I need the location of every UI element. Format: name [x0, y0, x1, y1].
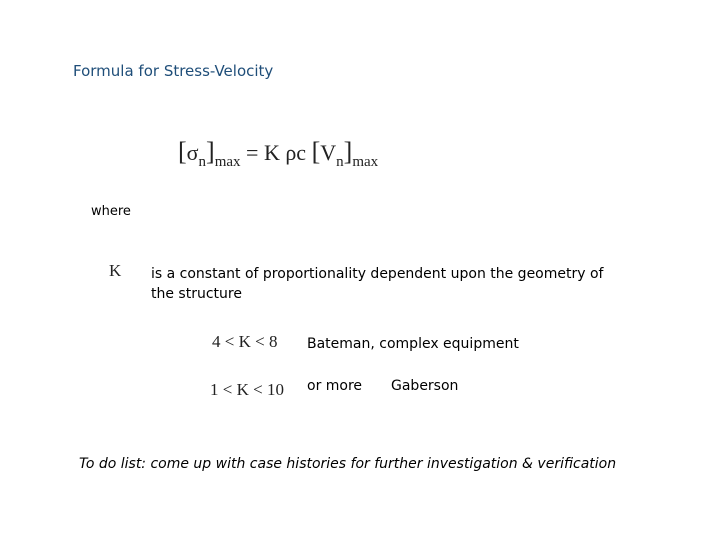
formula-sigma-sub: n [198, 154, 207, 170]
todo-note: To do list: come up with case histories for further investigation & verification [79, 456, 617, 472]
where-label: where [91, 204, 131, 219]
k-symbol: K [109, 261, 122, 280]
range-note-2: or more [307, 378, 363, 394]
formula-velocity-sub: n [336, 154, 344, 170]
range-inequality-1: 4 < K < 8 [212, 332, 278, 351]
formula-bracket-open: [ [178, 137, 187, 166]
formula-rhs-bracket-open: [ [311, 137, 321, 166]
formula-lhs-max: max [214, 154, 241, 170]
slide-title: Formula for Stress-Velocity [73, 62, 274, 80]
range-inequality-2: 1 < K < 10 [210, 380, 284, 399]
k-description: is a constant of proportionality dependent upon the geometry of the structure [151, 266, 604, 302]
formula-velocity: V [320, 140, 337, 165]
formula-bracket-close: ] [206, 137, 215, 166]
formula-rhs-max: max [352, 154, 379, 170]
range-source-2: Gaberson [391, 378, 459, 394]
stress-velocity-formula [178, 137, 378, 171]
range-note-1: Bateman, complex equipment [307, 336, 519, 352]
formula-coefficient: = K ρc [246, 140, 307, 165]
formula-rhs-bracket-close: ] [343, 137, 353, 166]
formula-sigma: σ [186, 140, 199, 165]
